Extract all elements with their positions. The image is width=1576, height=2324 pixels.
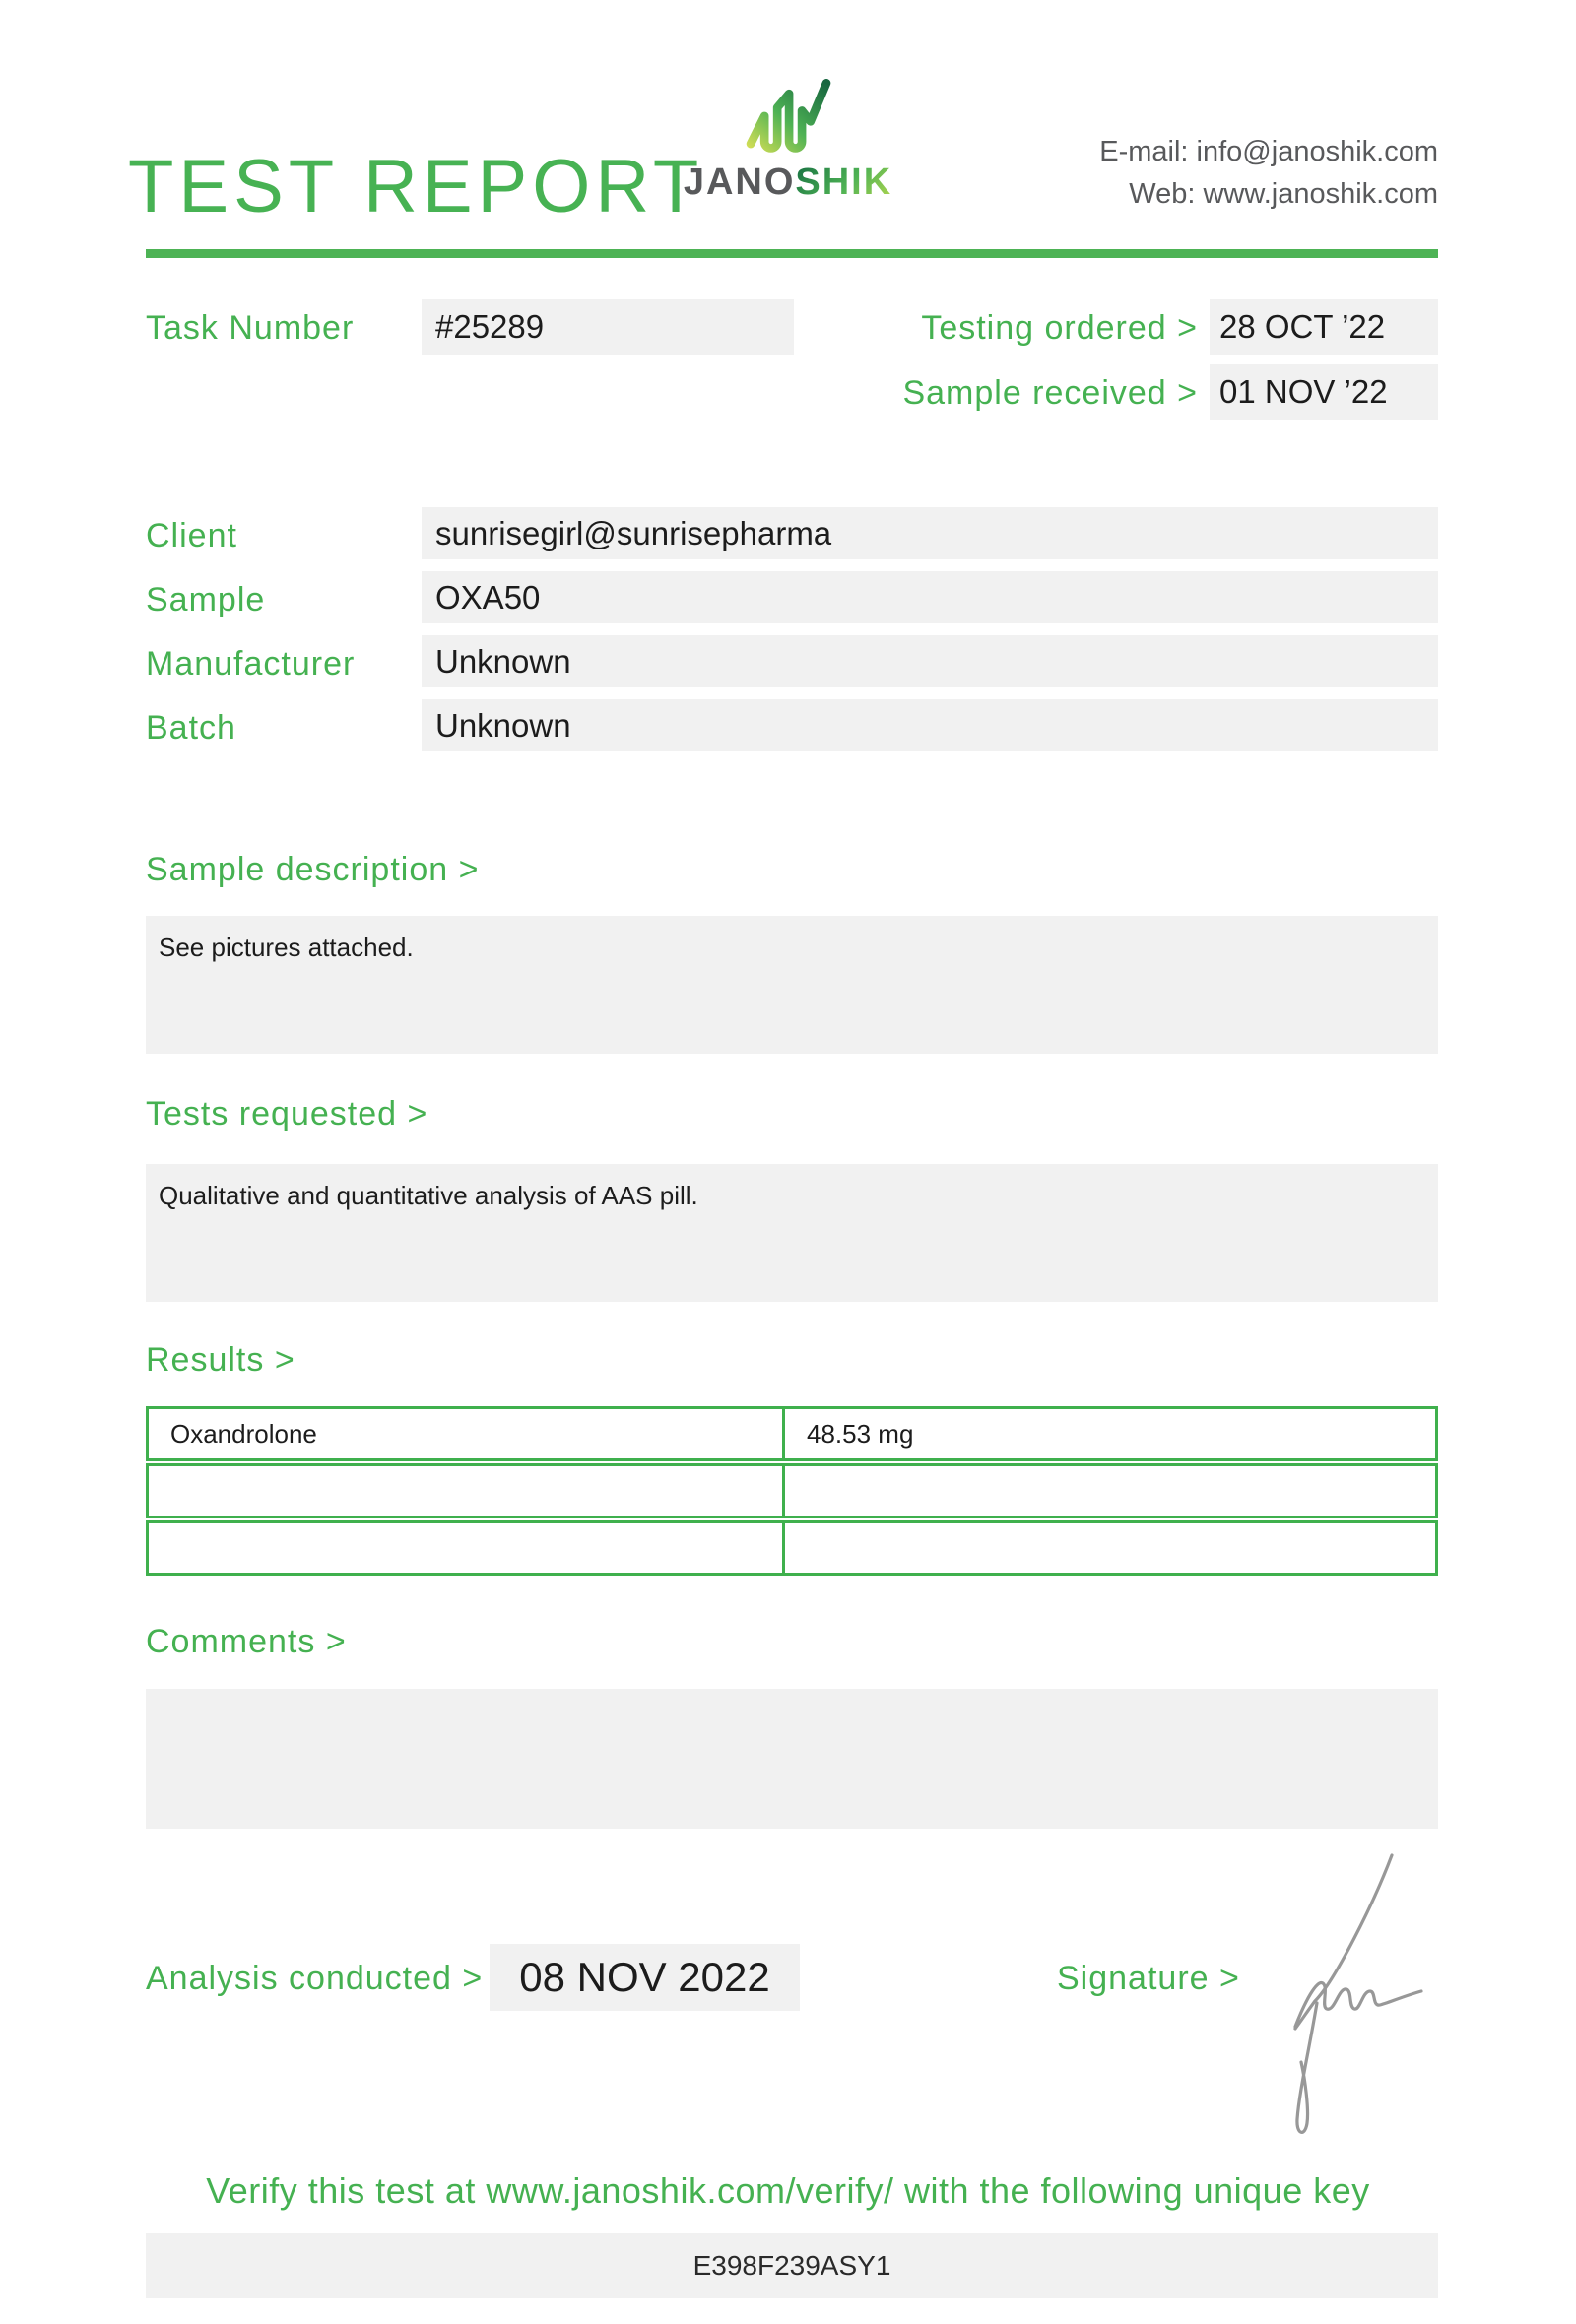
client-field — [422, 507, 1438, 559]
testing-ordered-value: 28 OCT ’22 — [1219, 308, 1386, 345]
result-amount-3 — [785, 1523, 1435, 1573]
sample-description-heading: Sample description > — [146, 851, 480, 888]
results-row-1 — [146, 1406, 1438, 1461]
comments-text — [146, 1689, 1438, 1706]
sample-received-value: 01 NOV ’22 — [1219, 373, 1388, 410]
verify-key-value: E398F239ASY1 — [692, 2250, 891, 2281]
task-number-value: #25289 — [435, 308, 545, 345]
sample-description-box — [146, 916, 1438, 1054]
manufacturer-value: Unknown — [435, 643, 571, 679]
result-substance-1: Oxandrolone — [149, 1409, 785, 1458]
results-heading: Results > — [146, 1341, 296, 1379]
manufacturer-field — [422, 635, 1438, 687]
result-substance-3 — [149, 1523, 785, 1573]
trend-chart-icon — [743, 79, 833, 156]
analysis-conducted-label: Analysis conducted > — [146, 1960, 484, 1997]
batch-field — [422, 699, 1438, 751]
analysis-conducted-value: 08 NOV 2022 — [519, 1954, 770, 2000]
tests-requested-text: Qualitative and quantitative analysis of AAS pill. — [159, 1181, 698, 1210]
testing-ordered-label: Testing ordered > — [921, 309, 1198, 347]
testing-ordered-field — [1210, 299, 1438, 355]
contact-email: E-mail: info@janoshik.com — [1099, 136, 1438, 167]
analysis-conducted-field — [490, 1944, 800, 2011]
task-number-label: Task Number — [146, 309, 355, 347]
signature-scribble — [1266, 1843, 1478, 2159]
tests-requested-heading: Tests requested > — [146, 1095, 428, 1132]
comments-box — [146, 1689, 1438, 1829]
contact-web: Web: www.janoshik.com — [1129, 178, 1438, 210]
sample-received-label: Sample received > — [902, 374, 1198, 412]
batch-label: Batch — [146, 709, 236, 746]
results-row-3 — [146, 1520, 1438, 1576]
header-divider — [146, 249, 1438, 258]
sample-field — [422, 571, 1438, 623]
sample-description-text: See pictures attached. — [159, 933, 414, 962]
signature-label: Signature > — [1057, 1960, 1240, 1997]
task-number-field — [422, 299, 794, 355]
results-table — [146, 1406, 1438, 1578]
result-substance-2 — [149, 1466, 785, 1516]
comments-heading: Comments > — [146, 1623, 347, 1660]
client-label: Client — [146, 517, 237, 554]
verify-instruction: Verify this test at www.janoshik.com/verify/ with the following unique key — [206, 2170, 1370, 2211]
client-value: sunrisegirl@sunrisepharma — [435, 515, 832, 551]
logo-text-jano: JANO — [683, 161, 796, 203]
manufacturer-label: Manufacturer — [146, 645, 356, 682]
sample-label: Sample — [146, 581, 266, 618]
result-amount-1: 48.53 mg — [807, 1419, 914, 1449]
result-amount-2 — [785, 1466, 1435, 1516]
sample-value: OXA50 — [435, 579, 541, 615]
verify-key-field — [146, 2233, 1438, 2298]
sample-received-field — [1210, 364, 1438, 420]
page-title: TEST REPORT — [128, 145, 704, 228]
tests-requested-box — [146, 1164, 1438, 1302]
logo-text-shik: SHIK — [795, 161, 893, 203]
results-row-2 — [146, 1463, 1438, 1518]
batch-value: Unknown — [435, 707, 571, 743]
contact-block — [886, 131, 1438, 216]
